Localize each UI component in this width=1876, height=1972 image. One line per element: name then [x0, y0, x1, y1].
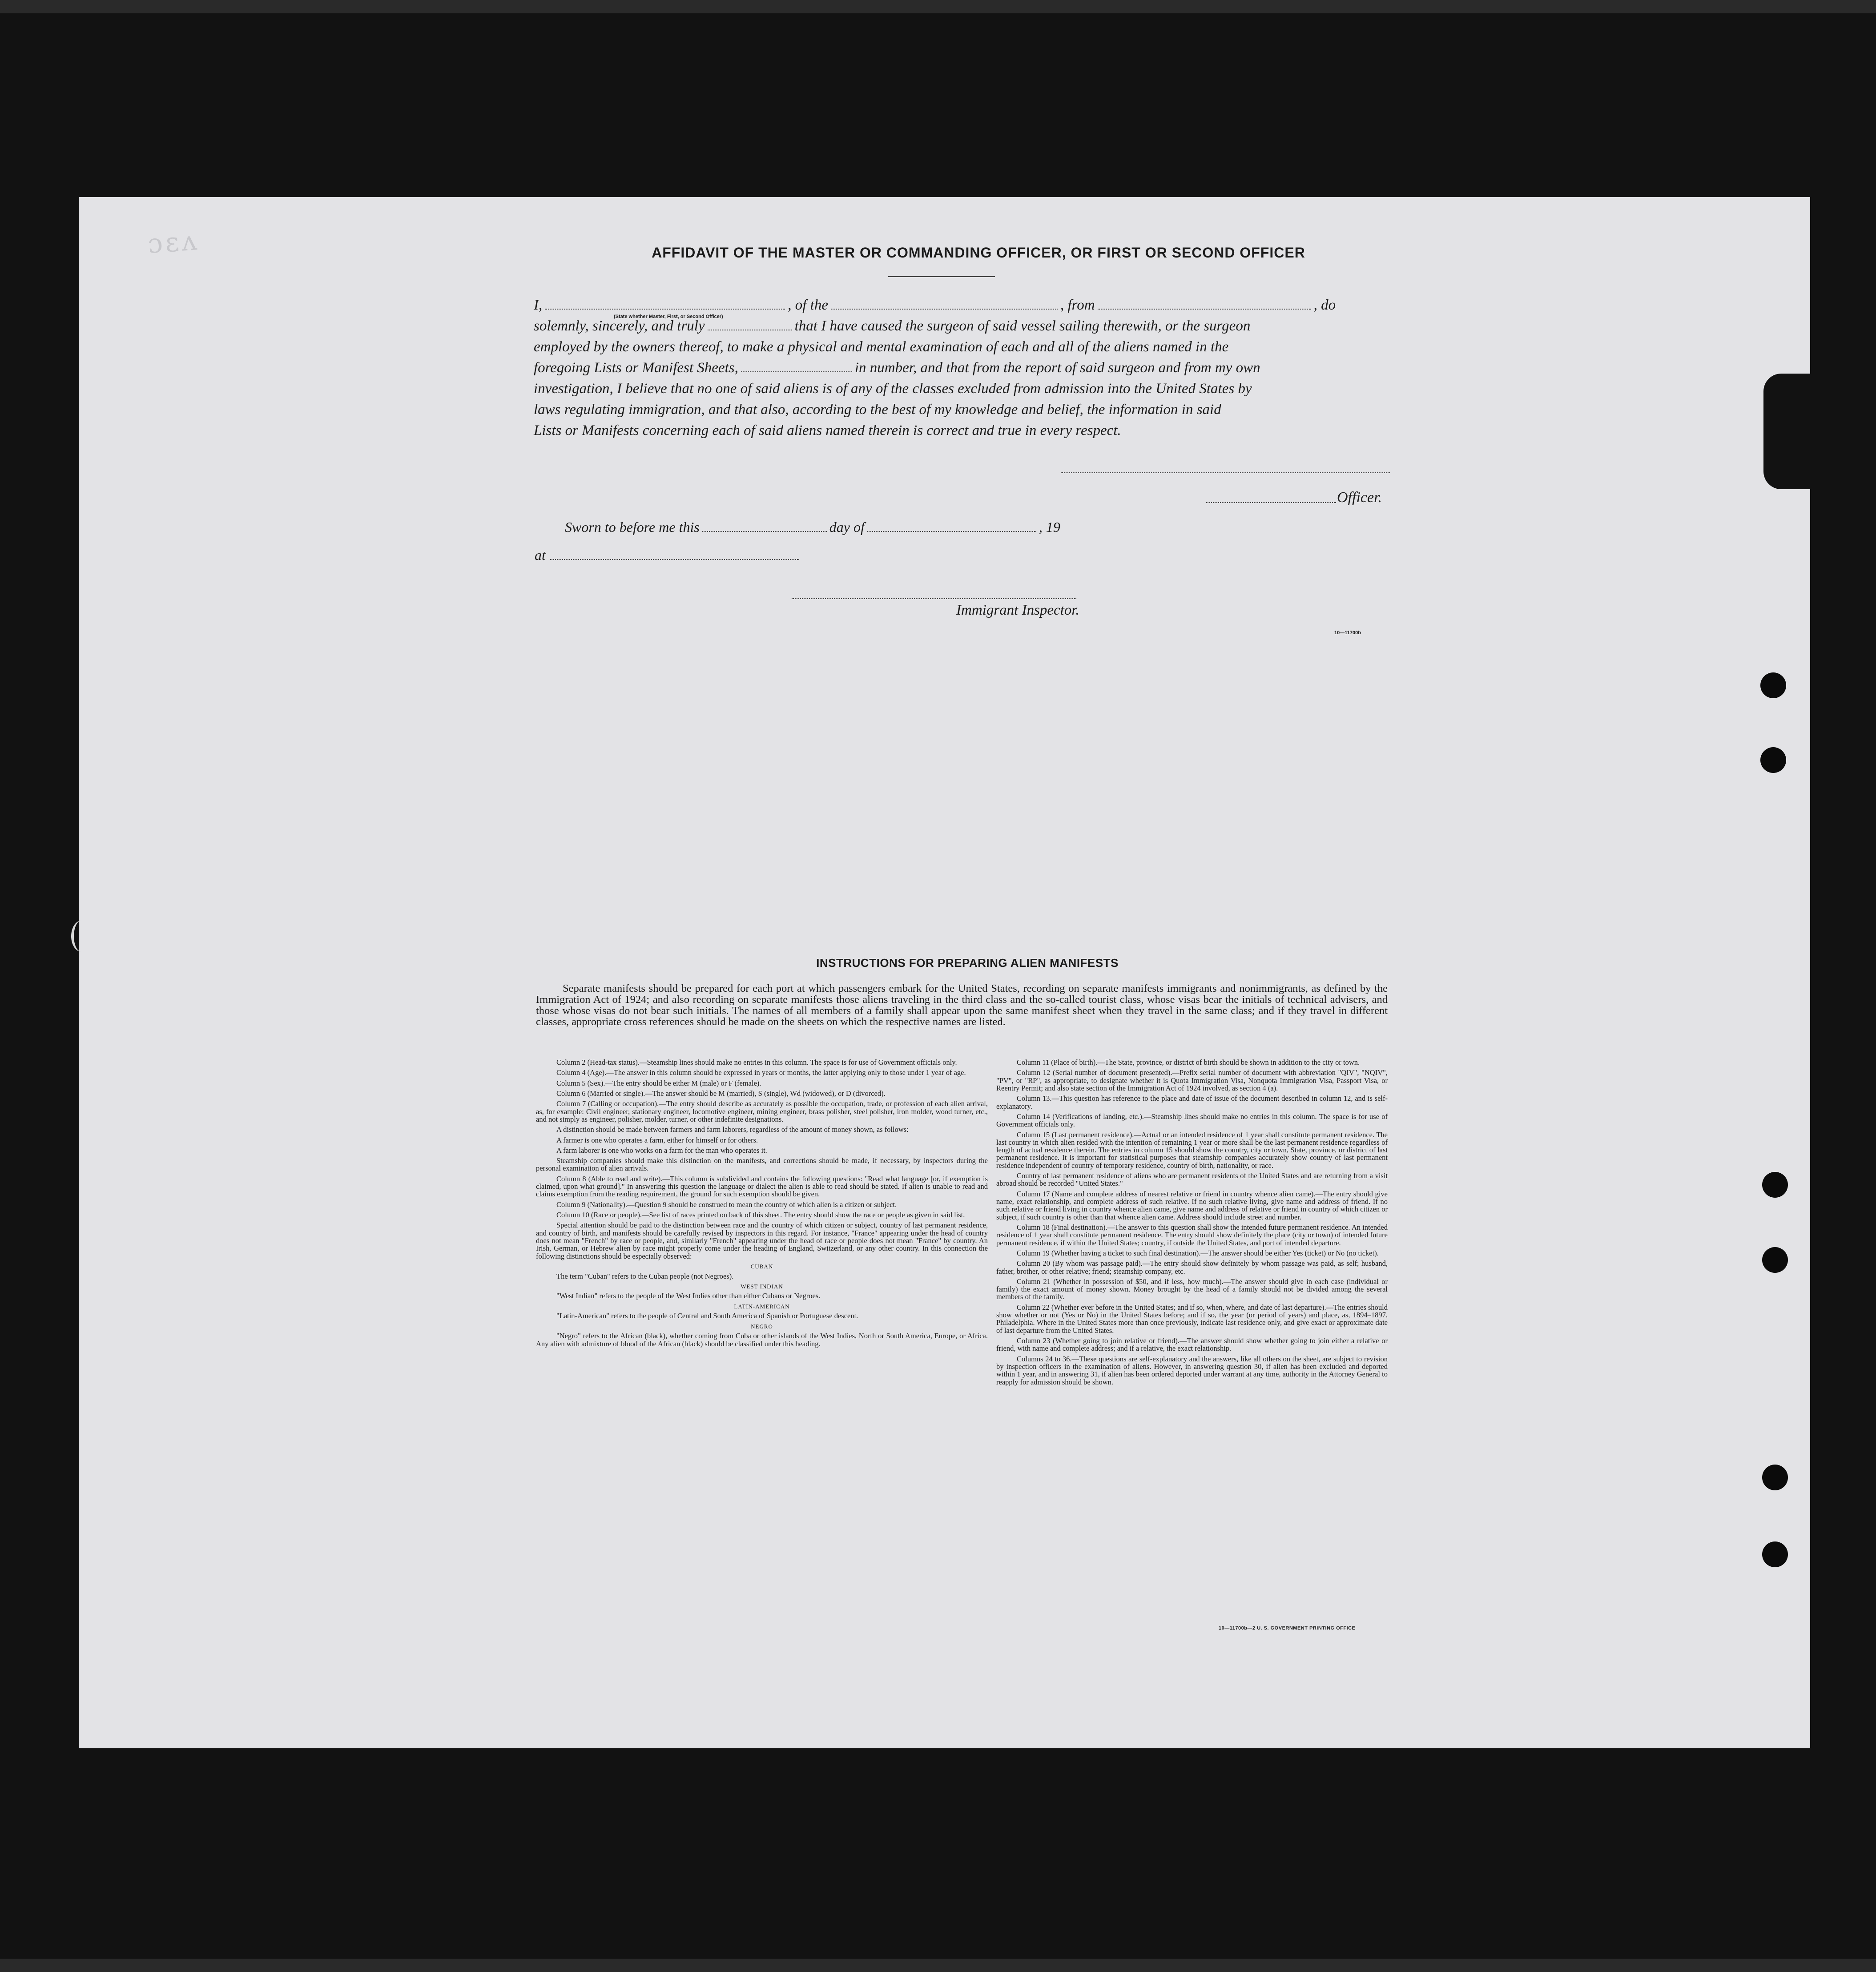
instruction-heading: Column 14 (Verifications of landing, etc.).: [1017, 1112, 1144, 1121]
instruction-heading: Column 18 (Final destination).: [1017, 1223, 1107, 1231]
text: foregoing Lists or Manifest Sheets,: [534, 360, 738, 376]
instruction-heading: Column 8 (Able to read and write).: [556, 1174, 663, 1183]
count-field[interactable]: [741, 362, 852, 372]
signature-line[interactable]: [1061, 471, 1390, 473]
text: , of the: [788, 297, 828, 313]
heading-latin-american: LATIN-AMERICAN: [734, 1303, 790, 1310]
affidavit-line-6: laws regulating immigration, and that also, according to the best of my knowledge and belief, the information in said: [534, 402, 1221, 418]
instruction-paragraph: [536, 1126, 988, 1133]
text: , do: [1313, 297, 1336, 313]
instruction-paragraph: [996, 1355, 1388, 1386]
instruction-paragraph: [536, 1100, 988, 1123]
officer-rank-field[interactable]: [545, 299, 785, 310]
affidavit-line-7: Lists or Manifests concerning each of said aliens named therein is correct and true in every respect.: [534, 423, 1121, 439]
instruction-text: —The entries should show whether or not (Yes or No) in the United States before; and if so, the year (or period of years) and place, as, 1894–1897, Philadelphia. Where in the United States more than once previously, indicate last residence only, and give exact or approximate date of last departure from the United States.: [996, 1303, 1388, 1335]
punch-hole: [1760, 747, 1786, 773]
text: that I have caused the surgeon of said vessel sailing therewith, or the surgeon: [794, 318, 1251, 334]
instruction-paragraph: [996, 1304, 1388, 1334]
instruction-text: A distinction should be made between farmers and farm laborers, regardless of the amount of money shown, as follows:: [556, 1125, 909, 1134]
punch-hole: [1762, 1541, 1788, 1567]
instruction-paragraph: [536, 1136, 988, 1144]
instruction-text: —Steamship lines should make no entries in this column. The space is for use of Government officials only.: [996, 1112, 1388, 1129]
instruction-paragraph: [536, 1069, 988, 1076]
text: in number, and that from the report of said surgeon and from my own: [854, 360, 1260, 376]
heading-cuban: CUBAN: [750, 1263, 773, 1270]
text: solemnly, sincerely, and truly: [534, 318, 705, 334]
instruction-heading: Column 12 (Serial number of document presented).: [1017, 1068, 1172, 1077]
instruction-paragraph: [996, 1223, 1388, 1247]
instruction-heading: Column 22 (Whether ever before in the United States; and if so, when, where, and date of last departure).: [1017, 1303, 1326, 1312]
instruction-paragraph: [536, 1175, 988, 1198]
instruction-text: Steamship companies should make this distinction on the manifests, and corrections should be made, if necessary, by inspectors during the personal examination of alien arrivals.: [536, 1156, 988, 1173]
instruction-text: —The answer in this column should be expressed in years or months, the latter applying only to those under 1 year of age.: [606, 1068, 966, 1077]
instruction-paragraph: [996, 1249, 1388, 1257]
instruction-heading: Column 7 (Calling or occupation).: [556, 1099, 659, 1108]
instruction-text: —The entry should show definitely by whom passage was paid, as self; husband, father, brother, or other relative; friend; steamship company, etc.: [996, 1259, 1388, 1276]
heading-west-indian: WEST INDIAN: [741, 1283, 783, 1290]
at-line: [535, 547, 799, 563]
instruction-text: —See list of races printed on back of this sheet. The entry should show the race or people as given in said list.: [642, 1211, 965, 1219]
punch-hole: [1762, 1247, 1788, 1273]
instruction-text: —This column is subdivided and contains the following questions: "Read what language [or, if exemption is claimed, upon what ground]." In answering this question the language or dialect the alien is able to read should be stated. If alien is unable to read and claims exemption from the reading requirement, the ground for such exemption should be given.: [536, 1174, 988, 1199]
instructions-left-column: [536, 1058, 988, 1646]
rank-note: (State whether Master, First, or Second Officer): [614, 314, 723, 319]
instruction-text: —The answer to this question shall show the intended future permanent residence. An intended residence of 1 year shall constitute permanent residence. The entry should show definitely the place (city or town) of intended future permanent residence, if within the United States; country, if outside the United States, and port of intended departure.: [996, 1223, 1388, 1247]
heading-negro: NEGRO: [751, 1323, 773, 1330]
instruction-heading: Column 19 (Whether having a ticket to such final destination).: [1017, 1248, 1201, 1257]
instruction-heading: Column 23 (Whether going to join relative or friend).: [1017, 1336, 1180, 1345]
instruction-heading: Column 6 (Married or single).: [556, 1089, 645, 1098]
instruction-paragraph: [536, 1090, 988, 1097]
punch-hole: [1760, 672, 1786, 698]
truly-field[interactable]: [708, 320, 792, 330]
instruction-paragraph: [536, 1201, 988, 1208]
instruction-paragraph: [996, 1131, 1388, 1170]
film-top-band: [0, 0, 1876, 13]
affidavit-line-4: [534, 361, 1388, 375]
instruction-text: —The answer should show whether going to join either a relative or friend, with name and complete address; and if a relative, the exact relationship.: [996, 1336, 1388, 1353]
instruction-heading: Column 11 (Place of birth).: [1017, 1058, 1098, 1066]
title-rule: [888, 276, 995, 277]
affidavit-title: AFFIDAVIT OF THE MASTER OR COMMANDING OFFICER, OR FIRST OR SECOND OFFICER: [652, 245, 1305, 261]
sworn-month-field[interactable]: [867, 521, 1036, 532]
instruction-paragraph: [536, 1147, 988, 1154]
instruction-paragraph: [996, 1069, 1388, 1092]
instruction-heading: Column 17 (Name and complete address of nearest relative or friend in country whence alien came).: [1017, 1189, 1316, 1198]
text: I,: [534, 297, 543, 313]
instruction-paragraph: [996, 1190, 1388, 1221]
place-field[interactable]: [550, 549, 799, 560]
form-number: 10—11700b: [1334, 630, 1361, 636]
instruction-heading: Column 4 (Age).: [556, 1068, 607, 1077]
text: , 19: [1039, 519, 1060, 535]
instruction-paragraph: [536, 1079, 988, 1087]
instruction-text: —The answer should be either Yes (ticket) or No (no ticket).: [1200, 1248, 1379, 1257]
instruction-text: —The entry should describe as accurately as possible the occupation, trade, or profession of each alien arrival, as, for example: Civil engineer, stationary engineer, locomotive engineer, mining engineer, brass polisher, steel polisher, iron molder, wood turner, etc., and not simply as engineer, polisher, molder, turner, or other indefinite designations.: [536, 1099, 988, 1123]
affidavit-line-2: [534, 319, 1388, 334]
text: at: [535, 547, 546, 563]
instruction-text: A farmer is one who operates a farm, either for himself or for others.: [556, 1135, 758, 1144]
instruction-heading: Column 2 (Head-tax status).: [556, 1058, 640, 1066]
instruction-paragraph: [996, 1337, 1388, 1352]
instruction-paragraph: [996, 1095, 1388, 1110]
instruction-text: —Question 9 should be construed to mean the country of which alien is a citizen or subject.: [627, 1200, 897, 1209]
instruction-text: Country of last permanent residence of aliens who are permanent residents of the United States and are returning from a visit abroad should be recorded "United States.": [996, 1171, 1388, 1188]
instruction-paragraph: [536, 1058, 988, 1066]
instruction-heading: Column 13.: [1017, 1094, 1052, 1103]
instruction-paragraph: [536, 1211, 988, 1219]
instruction-text: —The answer should be M (married), S (single), Wd (widowed), or D (divorced).: [645, 1089, 886, 1098]
instruction-paragraph: [996, 1260, 1388, 1275]
instruction-heading: Column 15 (Last permanent residence).: [1017, 1130, 1134, 1139]
para-negro: "Negro" refers to the African (black), whether coming from Cuba or other islands of the West Indies, North or South America, Europe, or Africa. Any alien with admixture of blood of the African (black) should be classified under this heading.: [536, 1332, 988, 1348]
sworn-day-field[interactable]: [702, 521, 827, 532]
instruction-text: —The entry should give name, exact relationship, and complete address of such relative. If no such relative living, give name and address of friend. If no such relative or friend living in country whence alien came, give name and address of relative or friend in country of which citizen or subject, if such country is other than that whence alien came. Address should include street and number.: [996, 1189, 1388, 1221]
port-field[interactable]: [1098, 299, 1311, 310]
instruction-heading: Column 5 (Sex).: [556, 1079, 605, 1087]
affidavit-line-3: employed by the owners thereof, to make a physical and mental examination of each and all of the aliens named in the: [534, 339, 1229, 355]
text: day of: [829, 519, 865, 535]
officer-signature-line[interactable]: [1206, 501, 1336, 503]
instruction-heading: Column 20 (By whom was passage paid).: [1017, 1259, 1143, 1268]
instruction-heading: Columns 24 to 36.: [1017, 1354, 1072, 1363]
instruction-text: —This question has reference to the place and date of issue of the document described in column 12, and is self-explanatory.: [996, 1094, 1388, 1111]
edge-mark: [71, 921, 92, 952]
instruction-heading: Column 9 (Nationality).: [556, 1200, 628, 1209]
instruction-heading: Column 10 (Race or people).: [556, 1211, 642, 1219]
pencil-scribble: ɔɛʌ: [146, 225, 201, 260]
affidavit-line-5: investigation, I believe that no one of said aliens is of any of the classes excluded from admission into the United States by: [534, 381, 1252, 397]
instruction-paragraph: [536, 1221, 988, 1260]
instructions-intro: Separate manifests should be prepared for each port at which passengers embark for the United States, recording on separate manifests immigrants and nonimmigrants, as defined by the Immigration Act of 1924; and also recording on separate manifests those aliens traveling in the third class and the so-called tourist class, whose visas bear the initials of technical advisers, and those whose visas do not bear such initials. The names of all members of a family shall appear upon the same manifest sheet when they travel in the same class; and if they travel in different classes, appropriate cross references should be made on the sheets on which the respective names are listed.: [536, 982, 1388, 1028]
punch-hole: [1762, 1465, 1788, 1490]
affidavit-line-1: [534, 298, 1388, 313]
instruction-text: —The answer should give in each case (individual or family) the exact amount of money shown. Money brought by the head of a family should not be divided among the several members of the family.: [996, 1277, 1388, 1301]
instruction-text: —The entry should be either M (male) or F (female).: [605, 1079, 761, 1087]
instruction-text: —Steamship lines should make no entries in this column. The space is for use of Government officials only.: [639, 1058, 957, 1066]
instruction-text: Special attention should be paid to the distinction between race and the country of which citizen or subject, country of last permanent residence, and country of birth, and manifests should be carefully revised by inspectors in this regard. For instance, "France" appearing under the head of country does not mean "French" by race or people, and, similarly "French" appearing under the head of race or people does not mean "France" by country. An Irish, German, or Hebrew alien by race might properly come under the heading of England, Switzerland, or any other country. In this connection the following distinctions should be especially observed:: [536, 1221, 988, 1260]
para-west-indian: "West Indian" refers to the people of the West Indies other than either Cubans or Negroes.: [556, 1292, 821, 1300]
printing-office-footer: 10—11700b—2 U. S. GOVERNMENT PRINTING OFFICE: [1219, 1626, 1356, 1631]
page-tab-notch: [1763, 374, 1812, 489]
inspector-signature-line[interactable]: [792, 597, 1076, 599]
officer-label: Officer.: [1337, 489, 1382, 506]
instruction-text: —Prefix serial number of document with abbreviation "QIV", "NQIV", "PV", or "RP", as appropriate, to designate whether it is Quota Immigration Visa, Nonquota Immigration Visa, Passport Visa, or Reentry Permit; and also state section of the Immigration Act of 1924 involved, as section 4 (a).: [996, 1068, 1388, 1092]
instructions-title: INSTRUCTIONS FOR PREPARING ALIEN MANIFESTS: [816, 956, 1119, 970]
instruction-text: A farm laborer is one who works on a farm for the man who operates it.: [556, 1146, 767, 1155]
inspector-label: Immigrant Inspector.: [956, 602, 1079, 618]
text: Sworn to before me this: [565, 519, 700, 535]
instruction-paragraph: [996, 1058, 1388, 1066]
text: , from: [1060, 297, 1095, 313]
vessel-field[interactable]: [831, 299, 1058, 310]
sworn-line: [565, 519, 1060, 535]
instruction-text: —Actual or an intended residence of 1 year shall constitute permanent residence. The last country in which alien resided with the intention of remaining 1 year or more shall be the last permanent residence regardless of length of actual residence therein. The entries in column 15 should show the country, city or town, State, province, or district of last permanent residence. It is important for statistical purposes that steamship companies accurately show country of last permanent residence independent of country of temporary residence, country of birth, nationality, or race.: [996, 1130, 1388, 1170]
instruction-text: —These questions are self-explanatory and the answers, like all others on the sheet, are subject to revision by inspection officers in the examination of aliens. However, in answering question 30, if alien has been excluded and deported within 1 year, and in answering 31, if alien has been ordered deported under warrant at any time, authority in the Attorney General to reapply for admission should be shown.: [996, 1354, 1388, 1386]
instruction-paragraph: [996, 1113, 1388, 1128]
instruction-text: —The State, province, or district of birth should be shown in addition to the city or town.: [1097, 1058, 1360, 1066]
para-cuban: The term "Cuban" refers to the Cuban people (not Negroes).: [556, 1272, 734, 1280]
para-latin-american: "Latin-American" refers to the people of Central and South America of Spanish or Portuguese descent.: [556, 1312, 858, 1320]
instruction-paragraph: [996, 1172, 1388, 1187]
instruction-paragraph: [536, 1157, 988, 1172]
film-bottom-band: [0, 1959, 1876, 1972]
punch-hole: [1762, 1172, 1788, 1198]
instruction-paragraph: [996, 1278, 1388, 1301]
instructions-right-column: [996, 1058, 1388, 1646]
instruction-heading: Column 21 (Whether in possession of $50, and if less, how much).: [1017, 1277, 1224, 1286]
